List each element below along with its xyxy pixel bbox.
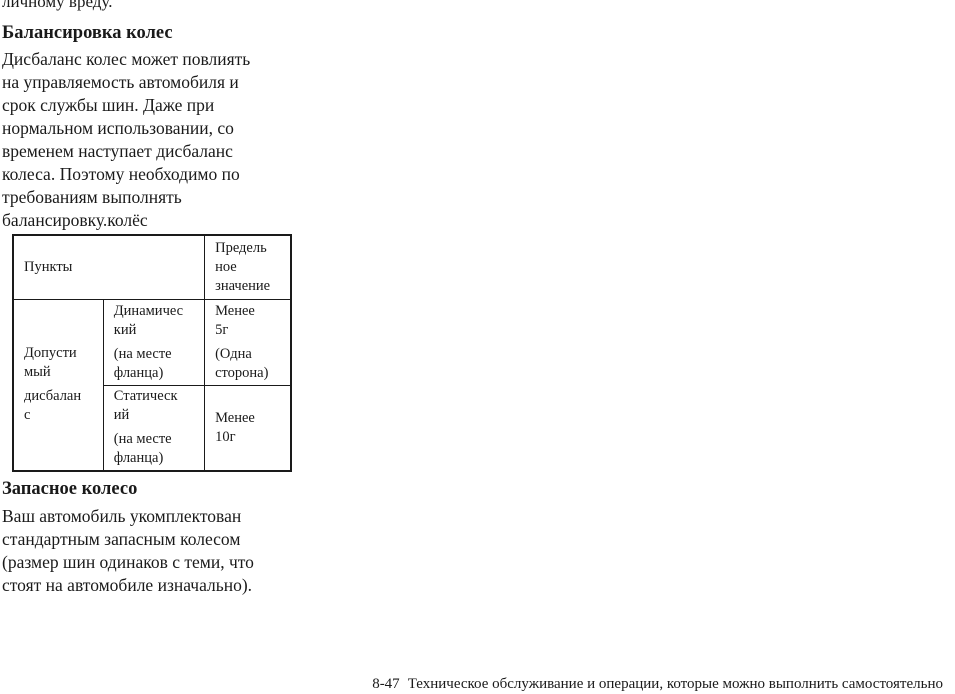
dynamic-location-line: (на месте (113, 345, 172, 362)
spare-wheel-heading: Запасное колесо (2, 479, 138, 499)
row-label-line: Допусти (24, 345, 77, 362)
spare-paragraph-line: стоят на автомобиле изначально). (2, 575, 253, 595)
dynamic-limit-cell (205, 299, 291, 385)
table-header-row (13, 235, 291, 299)
dynamic-name-line: Динамичес (113, 302, 184, 319)
balancing-paragraph-line: нормальном использовании, со (2, 118, 234, 138)
chapter-title: Техническое обслуживание и операции, которые можно выполнить самостоятельно (407, 676, 943, 692)
dynamic-type-cell (103, 299, 204, 385)
balancing-paragraph-line: на управляемость автомобиля и (2, 72, 239, 92)
balancing-paragraph-line: требованиям выполнять (2, 187, 182, 207)
spare-paragraph-line: Ваш автомобиль укомплектован (2, 506, 242, 526)
balancing-paragraph-line: Дисбаланс колес может повлиять (2, 49, 251, 69)
row-label-line: дисбалан (24, 388, 82, 405)
table-row-dynamic (13, 299, 291, 385)
balancing-heading: Балансировка колес (2, 23, 173, 43)
dynamic-limit-line: Менее (215, 302, 255, 319)
wheel-balance-table (12, 234, 292, 472)
dynamic-limit-line: 5г (215, 321, 229, 338)
static-location-line: (на месте (113, 431, 172, 448)
page-footer (372, 675, 943, 693)
static-type-cell (103, 385, 204, 471)
page-number: 8-47 (372, 676, 400, 692)
header-items-cell (13, 235, 205, 299)
dynamic-limit-note-line: (Одна (215, 345, 252, 362)
static-limit-line: 10г (215, 428, 236, 445)
dynamic-name-line: кий (113, 321, 137, 338)
static-name-line: Статическ (113, 388, 178, 405)
header-limit-line: ное (215, 258, 237, 275)
top-fragment: личному вреду. (2, 0, 113, 11)
header-items-text: Пункты (24, 258, 73, 275)
dynamic-location-line: фланца) (113, 364, 164, 381)
balancing-paragraph-line: балансировку.колёс (2, 210, 148, 230)
balancing-paragraph-line: колеса. Поэтому необходимо по (2, 164, 240, 184)
static-location-line: фланца) (113, 450, 164, 467)
static-limit-line: Менее (215, 409, 255, 426)
dynamic-limit-note-line: сторона) (215, 364, 269, 381)
static-limit-cell (205, 385, 291, 471)
spare-paragraph-line: (размер шин одинаков с теми, что (2, 552, 254, 572)
header-limit-line: значение (215, 277, 271, 294)
header-limit-line: Предель (215, 239, 267, 256)
spare-paragraph-line: стандартным запасным колесом (2, 529, 241, 549)
balancing-paragraph-line: срок службы шин. Даже при (2, 95, 215, 115)
static-name-line: ий (113, 407, 130, 424)
row-label-line: с (24, 407, 31, 424)
balancing-paragraph-line: временем наступает дисбаланс (2, 141, 233, 161)
row-label-line: мый (24, 364, 51, 381)
row-label-cell (13, 299, 103, 471)
header-limit-cell (205, 235, 291, 299)
